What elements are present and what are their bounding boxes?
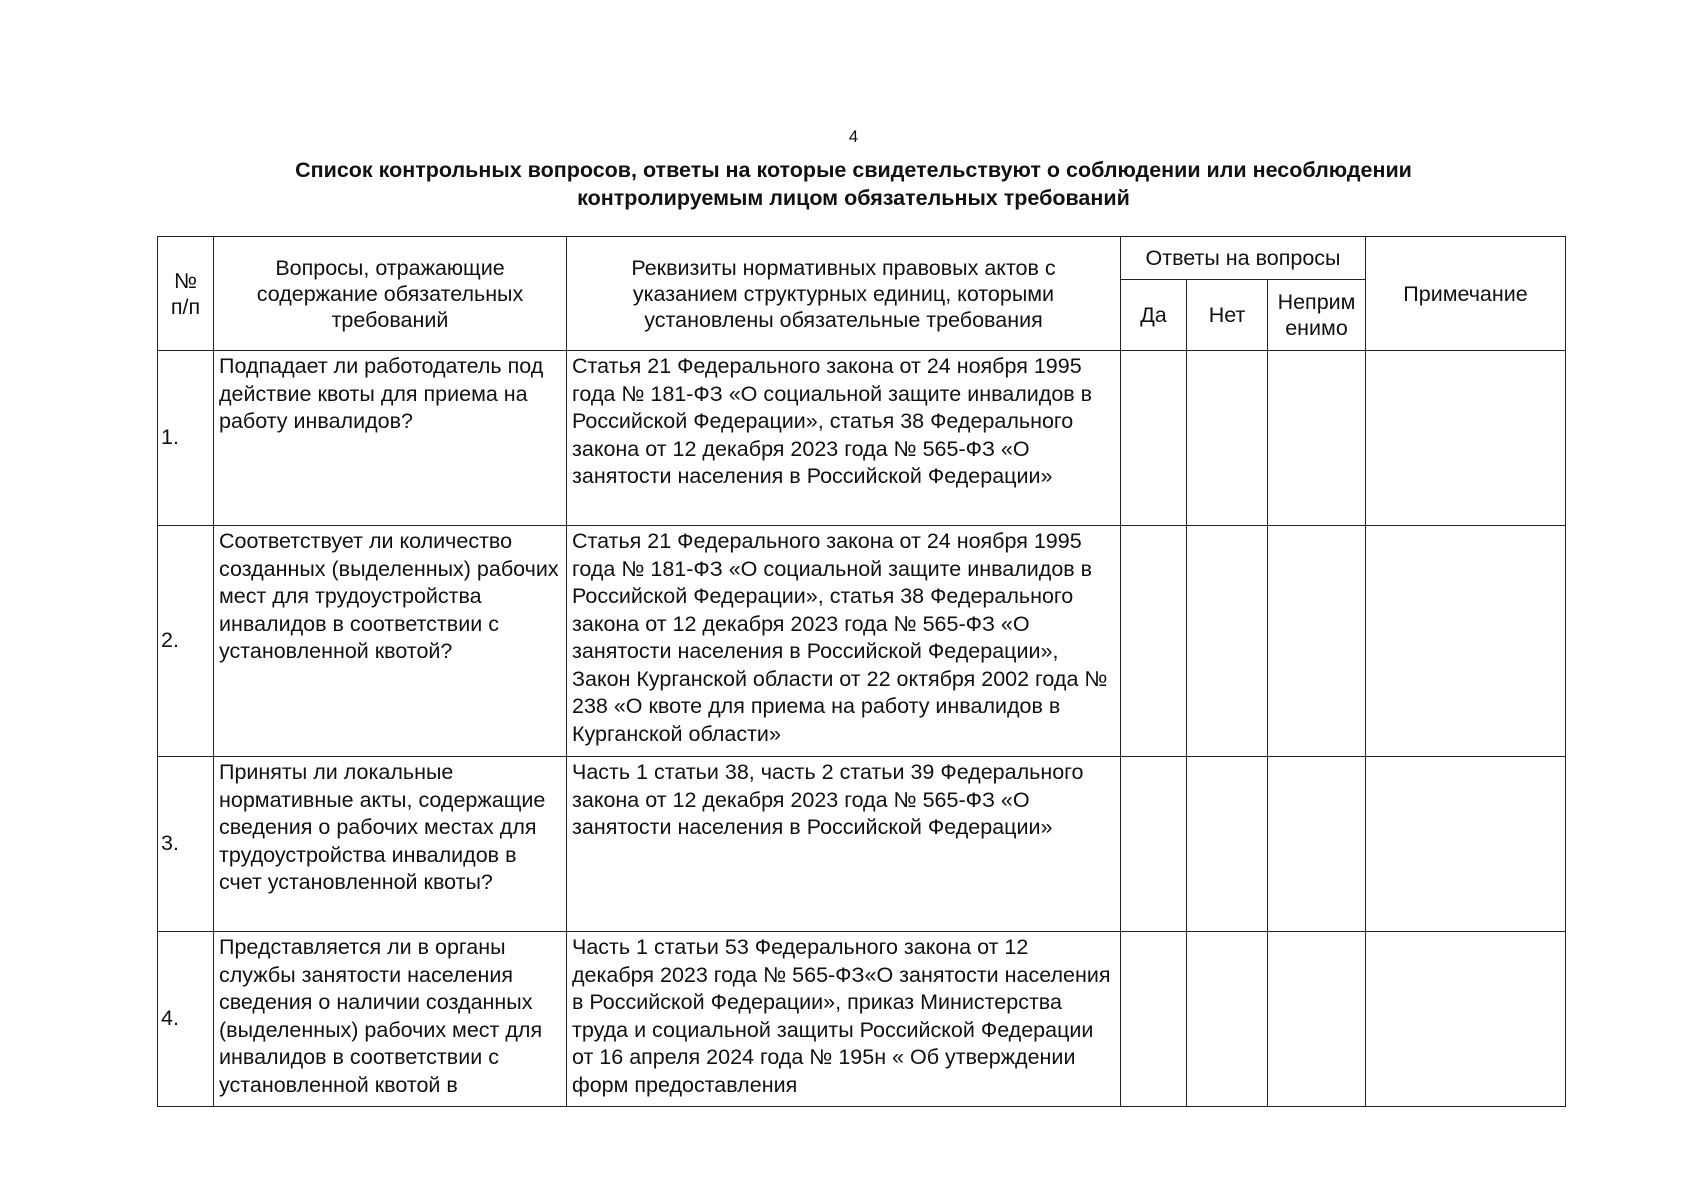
header-not-applicable: Неприм енимо xyxy=(1268,280,1366,351)
row-reference: Статья 21 Федерального закона от 24 ноября 1995 года № 181-ФЗ «О социальной защите инвалидов в Российской Федерации», статья 38 Федерального закона от 12 декабря 2023 года № 565-ФЗ «О занятости населения в Российской Федерации», Закон Курганской области от 22 октября 2002 года № 238 «О квоте для приема на работу инвалидов в Курганской области» xyxy=(567,526,1121,757)
header-number: № п/п xyxy=(158,237,214,351)
header-reference: Реквизиты нормативных правовых актов с указанием структурных единиц, которыми установлены обязательные требования xyxy=(567,237,1121,351)
answer-not-applicable-cell[interactable] xyxy=(1268,526,1366,757)
checklist-table xyxy=(157,236,1566,1107)
answer-yes-cell[interactable] xyxy=(1121,757,1187,932)
answer-yes-cell[interactable] xyxy=(1121,351,1187,526)
table-row xyxy=(158,351,1566,526)
row-number: 2. xyxy=(158,526,214,757)
note-cell[interactable] xyxy=(1366,526,1566,757)
note-cell[interactable] xyxy=(1366,351,1566,526)
page-number: 4 xyxy=(848,127,859,146)
row-reference: Часть 1 статьи 38, часть 2 статьи 39 Федерального закона от 12 декабря 2023 года № 565-ФЗ «О занятости населения в Российской Федерации» xyxy=(567,757,1121,932)
row-question: Соответствует ли количество созданных (выделенных) рабочих мест для трудоустройства инвалидов в соответствии с установленной квотой? xyxy=(214,526,567,757)
header-yes: Да xyxy=(1121,280,1187,351)
row-question: Подпадает ли работодатель под действие квоты для приема на работу инвалидов? xyxy=(214,351,567,526)
row-number: 3. xyxy=(158,757,214,932)
answer-no-cell[interactable] xyxy=(1187,932,1268,1107)
answer-not-applicable-cell[interactable] xyxy=(1268,351,1366,526)
header-note: Примечание xyxy=(1366,237,1566,351)
header-answers-group: Ответы на вопросы xyxy=(1121,237,1366,280)
document-title-line-1: Список контрольных вопросов, ответы на которые свидетельствуют о соблюдении или несоблюдении xyxy=(295,158,1412,182)
document-title-line-2: контролируемым лицом обязательных требований xyxy=(577,186,1130,210)
table-row xyxy=(158,932,1566,1107)
table-row xyxy=(158,757,1566,932)
table-row xyxy=(158,526,1566,757)
row-reference: Статья 21 Федерального закона от 24 ноября 1995 года № 181-ФЗ «О социальной защите инвалидов в Российской Федерации», статья 38 Федерального закона от 12 декабря 2023 года № 565-ФЗ «О занятости населения в Российской Федерации» xyxy=(567,351,1121,526)
row-reference: Часть 1 статьи 53 Федерального закона от 12 декабря 2023 года № 565-ФЗ«О занятости населения в Российской Федерации», приказ Министерства труда и социальной защиты Российской Федерации от 16 апреля 2024 года № 195н « Об утверждении форм предоставления xyxy=(567,932,1121,1107)
note-cell[interactable] xyxy=(1366,757,1566,932)
note-cell[interactable] xyxy=(1366,932,1566,1107)
answer-yes-cell[interactable] xyxy=(1121,526,1187,757)
row-number: 1. xyxy=(158,351,214,526)
answer-not-applicable-cell[interactable] xyxy=(1268,757,1366,932)
answer-not-applicable-cell[interactable] xyxy=(1268,932,1366,1107)
header-no: Нет xyxy=(1187,280,1268,351)
answer-yes-cell[interactable] xyxy=(1121,932,1187,1107)
row-question: Приняты ли локальные нормативные акты, содержащие сведения о рабочих местах для трудоустройства инвалидов в счет установленной квоты? xyxy=(214,757,567,932)
document-title xyxy=(160,156,1547,212)
answer-no-cell[interactable] xyxy=(1187,757,1268,932)
header-question: Вопросы, отражающие содержание обязательных требований xyxy=(214,237,567,351)
row-number: 4. xyxy=(158,932,214,1107)
answer-no-cell[interactable] xyxy=(1187,526,1268,757)
row-question: Представляется ли в органы службы занятости населения сведения о наличии созданных (выделенных) рабочих мест для инвалидов в соответствии с установленной квотой в xyxy=(214,932,567,1107)
answer-no-cell[interactable] xyxy=(1187,351,1268,526)
